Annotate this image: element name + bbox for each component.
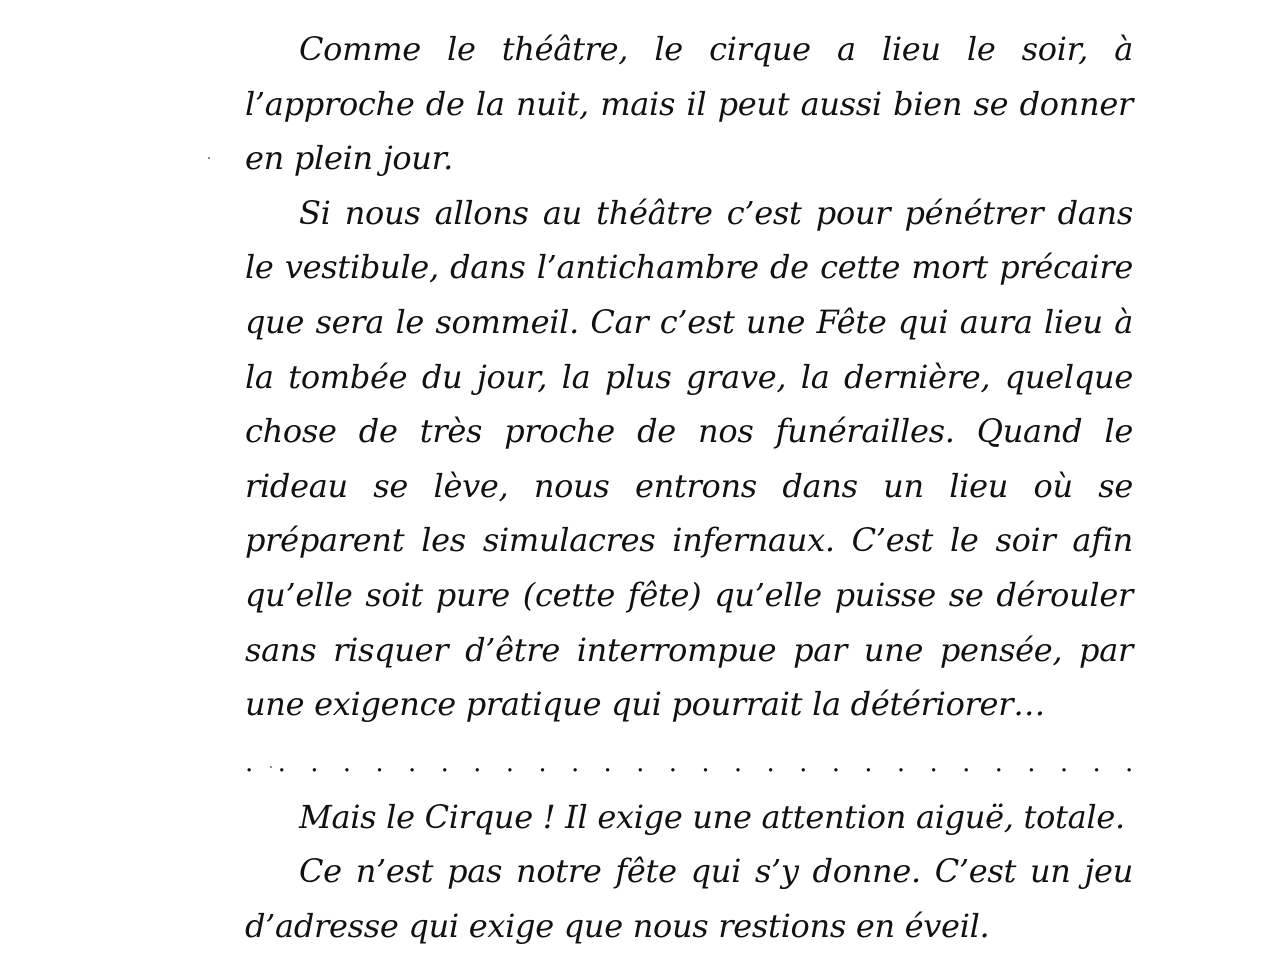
- separator-dot: .: [342, 747, 351, 778]
- paragraph-3: Mais le Cirque ! Il exige une attention aiguë, totale.: [299, 797, 1125, 836]
- separator-dot: .: [1125, 747, 1133, 778]
- separator-dot: .: [896, 747, 905, 778]
- text-block: [245, 22, 1133, 954]
- dotted-separator: [245, 736, 1133, 790]
- separator-dot: .: [505, 747, 514, 778]
- separator-dot: .: [799, 747, 808, 778]
- separator-dot: .: [1027, 747, 1036, 778]
- separator-dot: .: [766, 747, 775, 778]
- separator-dot: .: [570, 747, 579, 778]
- separator-dot: .: [1092, 747, 1101, 778]
- separator-dot: .: [994, 747, 1003, 778]
- separator-dot: .: [929, 747, 938, 778]
- separator-dot: .: [831, 747, 840, 778]
- paragraph-1: Comme le théâtre, le cirque a lieu le soir, à l’approche de la nuit, mais il peut aussi bien se donner en plein jour.: [245, 30, 1133, 178]
- scan-speck: [270, 766, 272, 768]
- separator-dot: .: [864, 747, 873, 778]
- separator-dot: .: [962, 747, 971, 778]
- separator-dot: .: [473, 747, 482, 778]
- separator-dot: .: [440, 747, 449, 778]
- separator-dot: .: [603, 747, 612, 778]
- separator-dot: .: [668, 747, 677, 778]
- separator-dot: .: [375, 747, 384, 778]
- separator-dot: .: [636, 747, 645, 778]
- paragraph-2: Si nous allons au théâtre c’est pour pénétrer dans le vestibule, dans l’antichambre de cette mort précaire que sera le sommeil. Car c’est une Fête qui aura lieu à la tombée du jour, la plus grave, la dernière, quelque chose de très proche de nos funérailles. Quand le rideau se lève, nous entrons dans un lieu où se préparent les simulacres infernaux. C’est le soir afin qu’elle soit pure (cette fête) qu’elle puisse se dérouler sans risquer d’être interrompue par une pensée, par une exigence pratique qui pourrait la détériorer…: [245, 193, 1133, 724]
- separator-dot: .: [538, 747, 547, 778]
- paragraph-4: Ce n’est pas notre fête qui s’y donne. C’est un jeu d’adresse qui exige que nous restions en éveil.: [245, 852, 1133, 945]
- separator-dot: .: [245, 747, 253, 778]
- separator-dot: .: [407, 747, 416, 778]
- separator-dot: .: [1059, 747, 1068, 778]
- separator-dot: .: [733, 747, 742, 778]
- separator-dot: .: [277, 747, 286, 778]
- separator-dot: .: [701, 747, 710, 778]
- scan-speck: [208, 157, 210, 159]
- separator-dot: .: [310, 747, 319, 778]
